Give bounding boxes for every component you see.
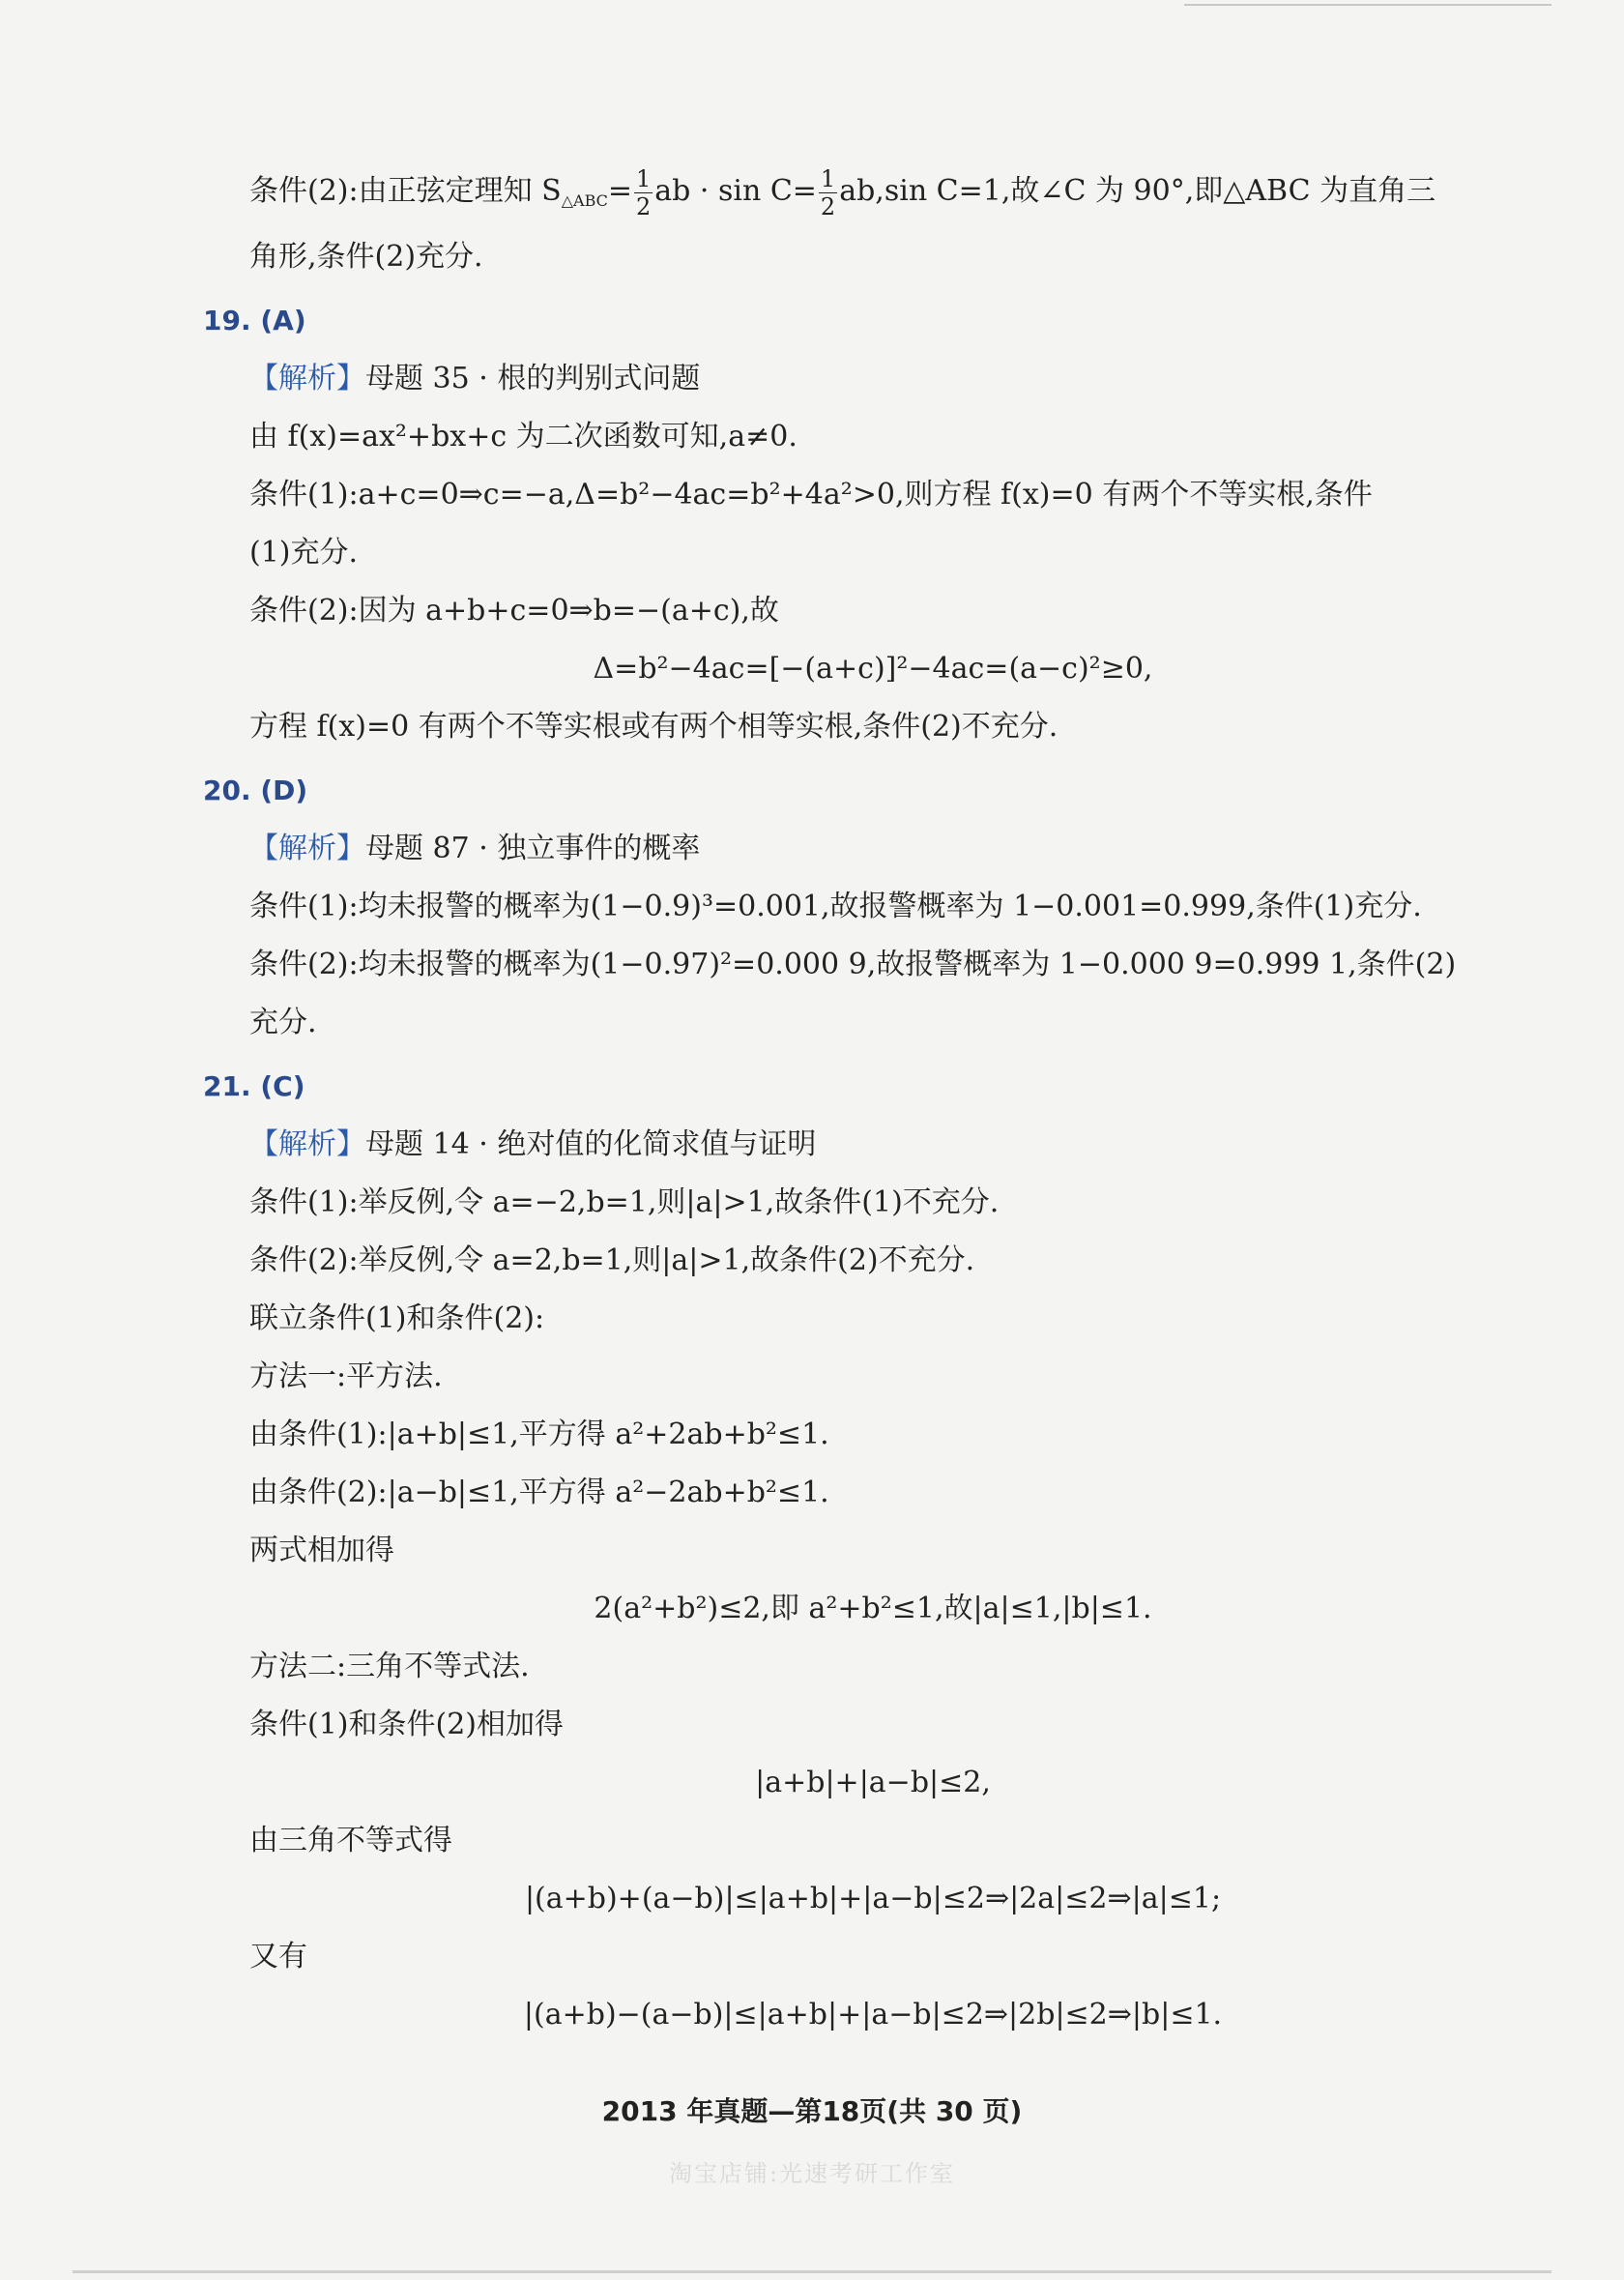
intro-text-b: ab · sin C=: [654, 174, 817, 208]
intro-text-a: 条件(2):由正弦定理知 S: [249, 174, 562, 208]
fraction-denominator: 2: [636, 192, 652, 220]
intro-line-1: [249, 155, 1496, 228]
q20-analysis-line: [249, 820, 1496, 878]
watermark-text: 淘宝店铺:光速考研工作室: [668, 2160, 956, 2187]
page-footer: 2013 年真题—第18页(共 30 页): [601, 2095, 1023, 2127]
page-content: [203, 155, 1496, 2044]
q21-analysis-line: [249, 1116, 1496, 1174]
q21-formula-2: |a+b|+|a−b|≤2,: [755, 1766, 991, 1799]
fraction-numerator: 1: [636, 164, 652, 192]
equals-sign: =: [607, 174, 632, 208]
q21-line-14: 又有: [249, 1940, 307, 1973]
intro-text-c: ab,sin C=1,故∠C 为 90°,即△ABC 为直角三: [839, 174, 1436, 208]
q20-line-2: 条件(2):均未报警的概率为(1−0.97)²=0.000 9,故报警概率为 1−0.000 9=0.999 1,条件(2): [249, 948, 1457, 981]
q21-formula-4: |(a+b)−(a−b)|≤|a+b|+|a−b|≤2⇒|2b|≤2⇒|b|≤1.: [523, 1998, 1223, 2032]
question-21-heading: 21. (C): [203, 1070, 305, 1102]
q21-formula-1: 2(a²+b²)≤2,即 a²+b²≤1,故|a|≤1,|b|≤1.: [594, 1592, 1152, 1625]
q19-line-3: (1)充分.: [249, 536, 359, 570]
q21-line-1: 条件(1):举反例,令 a=−2,b=1,则|a|>1,故条件(1)不充分.: [249, 1185, 1000, 1219]
q21-line-7: 两式相加得: [249, 1534, 394, 1567]
analysis-tag: 【解析】: [249, 362, 365, 395]
q21-line-6: 由条件(2):|a−b|≤1,平方得 a²−2ab+b²≤1.: [249, 1476, 829, 1509]
top-rule: [1184, 4, 1552, 6]
q21-line-9: 方法二:三角不等式法.: [249, 1650, 530, 1683]
question-19-heading: 19. (A): [203, 305, 306, 336]
q21-formula-3: |(a+b)+(a−b)|≤|a+b|+|a−b|≤2⇒|2a|≤2⇒|a|≤1;: [524, 1882, 1222, 1915]
q20-line-1: 条件(1):均未报警的概率为(1−0.9)³=0.001,故报警概率为 1−0.001=0.999,条件(1)充分.: [249, 890, 1422, 923]
q21-line-5: 由条件(1):|a+b|≤1,平方得 a²+2ab+b²≤1.: [249, 1418, 829, 1451]
q19-analysis-line: [249, 350, 1496, 408]
fraction-half: [819, 165, 837, 220]
question-20-heading: 20. (D): [203, 775, 308, 806]
q21-line-4: 方法一:平方法.: [249, 1359, 443, 1393]
fraction-half: [634, 165, 652, 220]
analysis-tag: 【解析】: [249, 832, 365, 865]
q19-line-6: 方程 f(x)=0 有两个不等实根或有两个相等实根,条件(2)不充分.: [249, 710, 1058, 744]
bottom-rule: [72, 2270, 1552, 2273]
fraction-denominator: 2: [820, 192, 836, 220]
q20-topic: 母题 87 · 独立事件的概率: [365, 832, 701, 865]
q21-line-12: 由三角不等式得: [249, 1824, 452, 1857]
q19-line-4: 条件(2):因为 a+b+c=0⇒b=−(a+c),故: [249, 594, 779, 628]
q20-line-3: 充分.: [249, 1006, 317, 1039]
q19-line-1: 由 f(x)=ax²+bx+c 为二次函数可知,a≠0.: [249, 420, 798, 453]
analysis-tag: 【解析】: [249, 1127, 365, 1161]
q19-formula: Δ=b²−4ac=[−(a+c)]²−4ac=(a−c)²≥0,: [593, 652, 1153, 686]
q21-line-2: 条件(2):举反例,令 a=2,b=1,则|a|>1,故条件(2)不充分.: [249, 1243, 975, 1277]
area-subscript: △ABC: [561, 191, 608, 210]
intro-line-2: 角形,条件(2)充分.: [249, 240, 483, 274]
q21-line-3: 联立条件(1)和条件(2):: [249, 1301, 545, 1335]
q21-line-10: 条件(1)和条件(2)相加得: [249, 1708, 564, 1741]
q21-topic: 母题 14 · 绝对值的化简求值与证明: [365, 1127, 817, 1161]
fraction-numerator: 1: [820, 164, 836, 192]
q19-topic: 母题 35 · 根的判别式问题: [365, 362, 701, 395]
q19-line-2: 条件(1):a+c=0⇒c=−a,Δ=b²−4ac=b²+4a²>0,则方程 f(x)=0 有两个不等实根,条件: [249, 478, 1373, 512]
